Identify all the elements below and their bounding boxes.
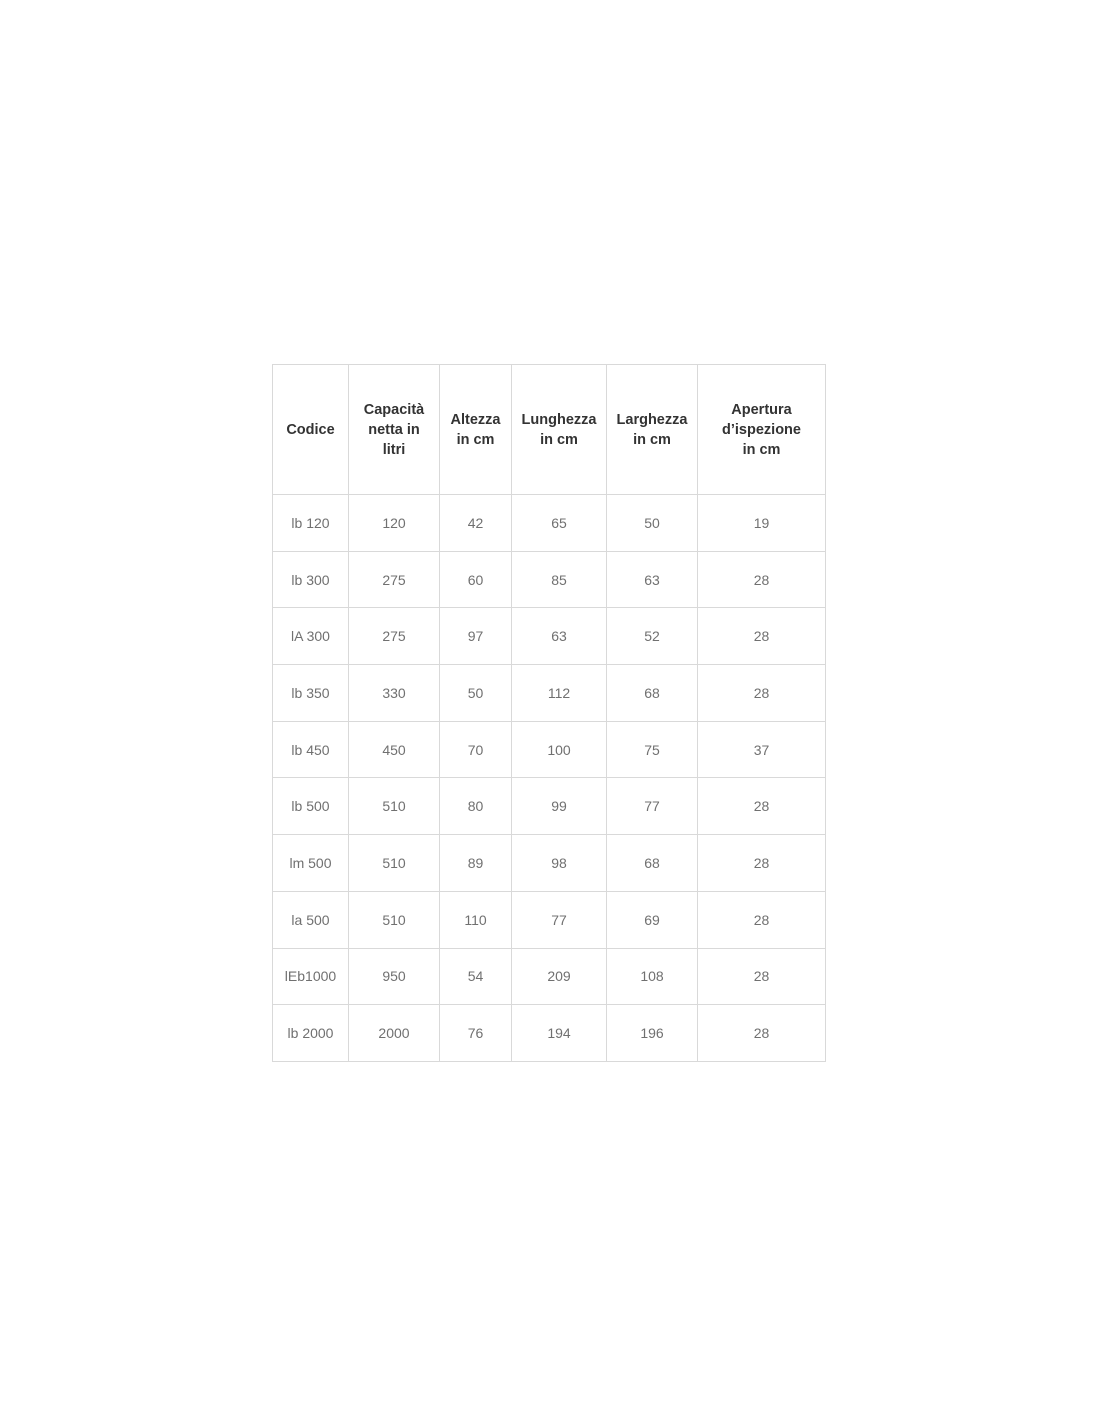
cell-larghezza: 75 bbox=[607, 721, 698, 778]
cell-lunghezza: 77 bbox=[512, 891, 607, 948]
cell-codice: lb 450 bbox=[273, 721, 349, 778]
cell-apertura: 28 bbox=[698, 835, 826, 892]
cell-capacita: 120 bbox=[349, 495, 440, 552]
spec-table bbox=[272, 364, 826, 1062]
cell-apertura: 28 bbox=[698, 891, 826, 948]
cell-codice: lb 350 bbox=[273, 665, 349, 722]
table-row bbox=[273, 835, 826, 892]
cell-larghezza: 52 bbox=[607, 608, 698, 665]
cell-apertura: 28 bbox=[698, 551, 826, 608]
cell-altezza: 70 bbox=[440, 721, 512, 778]
cell-capacita: 510 bbox=[349, 778, 440, 835]
cell-codice: lb 500 bbox=[273, 778, 349, 835]
cell-codice: lm 500 bbox=[273, 835, 349, 892]
cell-capacita: 330 bbox=[349, 665, 440, 722]
cell-codice: lb 300 bbox=[273, 551, 349, 608]
cell-larghezza: 69 bbox=[607, 891, 698, 948]
table-row bbox=[273, 1005, 826, 1062]
cell-larghezza: 68 bbox=[607, 835, 698, 892]
cell-codice: lb 2000 bbox=[273, 1005, 349, 1062]
header-capacita: Capacità netta in litri bbox=[349, 365, 440, 495]
header-lunghezza: Lunghezza in cm bbox=[512, 365, 607, 495]
cell-apertura: 28 bbox=[698, 1005, 826, 1062]
cell-capacita: 950 bbox=[349, 948, 440, 1005]
table-header bbox=[273, 365, 826, 495]
cell-codice: lb 120 bbox=[273, 495, 349, 552]
cell-capacita: 275 bbox=[349, 551, 440, 608]
cell-lunghezza: 98 bbox=[512, 835, 607, 892]
cell-altezza: 54 bbox=[440, 948, 512, 1005]
cell-altezza: 97 bbox=[440, 608, 512, 665]
cell-apertura: 37 bbox=[698, 721, 826, 778]
cell-codice: lA 300 bbox=[273, 608, 349, 665]
cell-apertura: 28 bbox=[698, 778, 826, 835]
table-body bbox=[273, 495, 826, 1062]
cell-larghezza: 196 bbox=[607, 1005, 698, 1062]
table-row bbox=[273, 551, 826, 608]
cell-lunghezza: 99 bbox=[512, 778, 607, 835]
header-row bbox=[273, 365, 826, 495]
header-altezza: Altezza in cm bbox=[440, 365, 512, 495]
cell-capacita: 275 bbox=[349, 608, 440, 665]
table-row bbox=[273, 948, 826, 1005]
cell-lunghezza: 63 bbox=[512, 608, 607, 665]
cell-altezza: 50 bbox=[440, 665, 512, 722]
cell-altezza: 80 bbox=[440, 778, 512, 835]
cell-codice: la 500 bbox=[273, 891, 349, 948]
table-row bbox=[273, 608, 826, 665]
cell-capacita: 510 bbox=[349, 835, 440, 892]
cell-larghezza: 108 bbox=[607, 948, 698, 1005]
table-row bbox=[273, 665, 826, 722]
cell-altezza: 60 bbox=[440, 551, 512, 608]
cell-altezza: 42 bbox=[440, 495, 512, 552]
cell-altezza: 110 bbox=[440, 891, 512, 948]
cell-capacita: 2000 bbox=[349, 1005, 440, 1062]
cell-lunghezza: 112 bbox=[512, 665, 607, 722]
cell-apertura: 28 bbox=[698, 948, 826, 1005]
table-row bbox=[273, 495, 826, 552]
cell-altezza: 89 bbox=[440, 835, 512, 892]
header-codice: Codice bbox=[273, 365, 349, 495]
header-larghezza: Larghezza in cm bbox=[607, 365, 698, 495]
cell-larghezza: 68 bbox=[607, 665, 698, 722]
cell-capacita: 450 bbox=[349, 721, 440, 778]
cell-apertura: 28 bbox=[698, 608, 826, 665]
cell-lunghezza: 194 bbox=[512, 1005, 607, 1062]
table-row bbox=[273, 778, 826, 835]
table-row bbox=[273, 891, 826, 948]
cell-apertura: 28 bbox=[698, 665, 826, 722]
cell-lunghezza: 85 bbox=[512, 551, 607, 608]
cell-larghezza: 63 bbox=[607, 551, 698, 608]
header-apertura: Apertura d’ispezione in cm bbox=[698, 365, 826, 495]
table-row bbox=[273, 721, 826, 778]
cell-codice: lEb1000 bbox=[273, 948, 349, 1005]
cell-lunghezza: 209 bbox=[512, 948, 607, 1005]
cell-apertura: 19 bbox=[698, 495, 826, 552]
cell-lunghezza: 65 bbox=[512, 495, 607, 552]
cell-larghezza: 77 bbox=[607, 778, 698, 835]
cell-larghezza: 50 bbox=[607, 495, 698, 552]
cell-capacita: 510 bbox=[349, 891, 440, 948]
cell-lunghezza: 100 bbox=[512, 721, 607, 778]
cell-altezza: 76 bbox=[440, 1005, 512, 1062]
